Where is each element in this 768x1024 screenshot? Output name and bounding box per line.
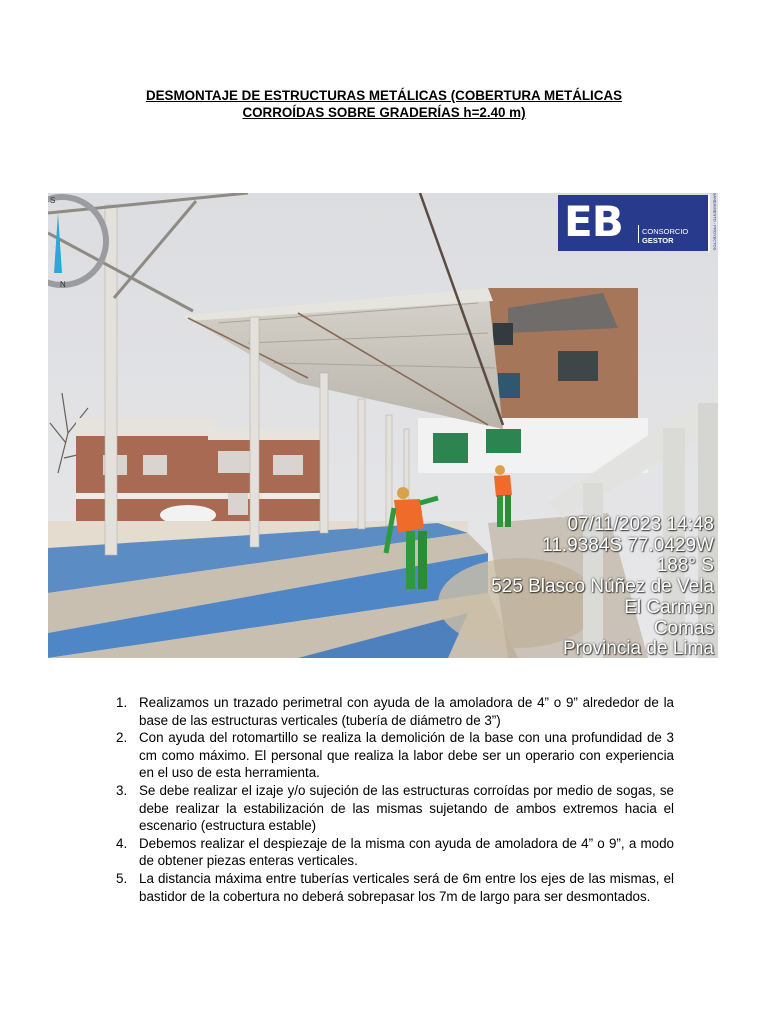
- step-text: Con ayuda del rotomartillo se realiza la demolición de la base con una profundidad de 3 cm como máximo. El personal que realiza la labor debe ser un operario con experiencia en el uso de esta herramienta.: [139, 730, 674, 781]
- step-number: 4.: [116, 835, 128, 851]
- title-line-2: CORROÍDAS SOBRE GRADERÍAS h=2.40 m): [242, 105, 526, 120]
- list-item: [108, 870, 674, 905]
- list-item: [108, 729, 674, 782]
- step-text: Se debe realizar el izaje y/o sujeción de las estructuras corroídas por medio de sogas, se debe realizar la estabilización de las mismas sujetando de ambos extremos hacia el escenario (estructura estable): [139, 782, 674, 834]
- step-number: 5.: [116, 870, 128, 886]
- step-text: Realizamos un trazado perimetral con ayuda de la amoladora de 4” o 9” alrededor de la base de las estructuras verticales (tubería de diámetro de 3”): [139, 695, 674, 728]
- stamp-district: Comas: [653, 617, 714, 639]
- document-title: [110, 87, 658, 121]
- logo-letters: EB: [564, 197, 623, 246]
- title-line-1: DESMONTAJE DE ESTRUCTURAS METÁLICAS (COBERTURA METÁLICAS: [145, 88, 623, 103]
- site-photo: [48, 193, 718, 658]
- stamp-neighborhood: El Carmen: [624, 596, 714, 618]
- timestamp-overlay: [414, 515, 714, 658]
- step-number: 3.: [116, 782, 128, 798]
- list-item: [108, 835, 674, 870]
- step-text: La distancia máxima entre tuberías verticales será de 6m entre los ejes de las mismas, el bastidor de la cobertura no deberá sobrepasar los 7m de largo para ser desmontados.: [139, 870, 674, 904]
- list-item: [108, 694, 674, 729]
- compass-north-label: N: [60, 280, 66, 289]
- eb-logo: [558, 193, 718, 251]
- list-item: [108, 782, 674, 835]
- stamp-heading: 188° S: [656, 555, 714, 577]
- stamp-datetime: 07/11/2023 14:48: [567, 514, 714, 535]
- logo-gestor: GESTOR: [642, 236, 674, 245]
- step-text: Debemos realizar el despiezaje de la misma con ayuda de amoladora de 4” o 9”, a modo de obtener piezas enteras verticales.: [139, 835, 674, 869]
- procedure-steps-list: [108, 694, 674, 905]
- stamp-coordinates: 11.9384S 77.0429W: [542, 534, 714, 556]
- compass-south-label: S: [50, 196, 56, 205]
- stamp-street: 525 Blasco Núñez de Vela: [491, 576, 714, 598]
- logo-consorcio: CONSORCIO: [642, 227, 689, 236]
- step-number: 2.: [116, 730, 128, 746]
- step-number: 1.: [116, 695, 128, 710]
- stamp-province: Provincia de Lima: [562, 638, 714, 658]
- logo-vertical-text: SANEAMIENTO - PROYECTOS: [712, 193, 718, 251]
